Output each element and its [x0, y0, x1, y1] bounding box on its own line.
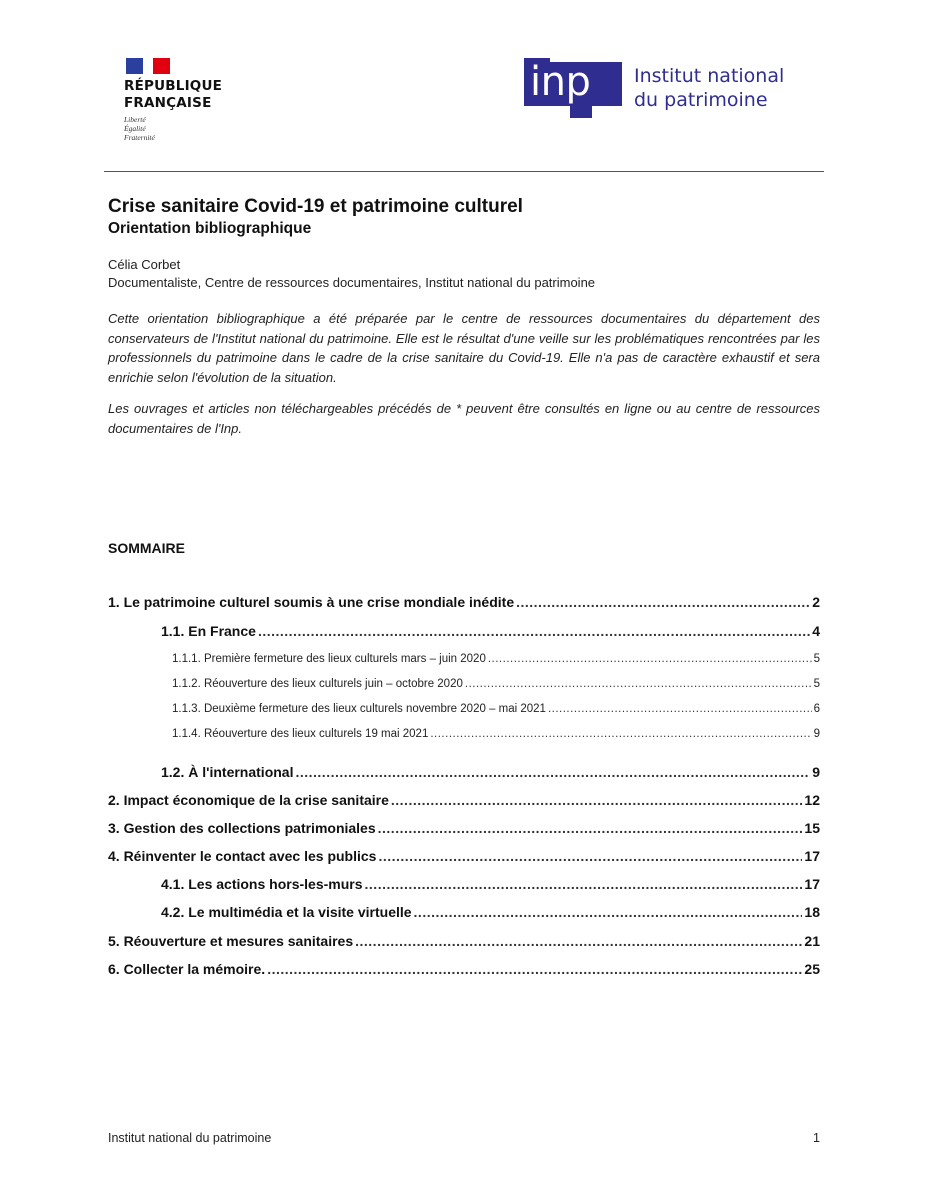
- inp-logo-mark: inp: [524, 58, 622, 110]
- toc-entry[interactable]: 1.1. En France ..... 4: [108, 621, 820, 641]
- republique-name: RÉPUBLIQUE FRANÇAISE: [124, 78, 223, 111]
- inp-logo-name: Institut national du patrimoine: [634, 65, 785, 111]
- republique-motto: Liberté Égalité Fraternité: [124, 115, 155, 142]
- toc-entry[interactable]: 5. Réouverture et mesures sanitaires ..... 21: [108, 931, 820, 951]
- toc-entry[interactable]: 1.2. À l'international ..... 9: [108, 762, 820, 782]
- header-divider: [104, 171, 824, 172]
- document-subtitle: Orientation bibliographique: [108, 220, 312, 237]
- sommaire-heading: SOMMAIRE: [108, 540, 185, 556]
- toc-entry[interactable]: 1.1.1. Première fermeture des lieux culturels mars – juin 2020 ..... 5: [108, 651, 820, 667]
- toc-entry[interactable]: 4.1. Les actions hors-les-murs ..... 17: [108, 874, 820, 894]
- toc-entry[interactable]: 2. Impact économique de la crise sanitaire ..... 12: [108, 790, 820, 810]
- author-affiliation: Documentaliste, Centre de ressources documentaires, Institut national du patrimoine: [108, 275, 596, 290]
- french-flag-icon: [126, 58, 170, 74]
- toc-entry[interactable]: 1.1.4. Réouverture des lieux culturels 19 mai 2021 ..... 9: [108, 726, 820, 742]
- intro-paragraph: Cette orientation bibliographique a été préparée par le centre de ressources documentaires du département des conservateurs de l'Institut national du patrimoine. Elle est le résultat d'une veille sur les problématiques rencontrées par les professionnels du patrimoine dans le cadre de la crise sanitaire du Covid-19. Elle n'a pas de caractère exhaustif et sera enrichie selon l'évolution de la situation.: [108, 311, 820, 385]
- toc-entry[interactable]: 3. Gestion des collections patrimoniales ..... 15: [108, 818, 820, 838]
- footer-page-number: 1: [813, 1131, 820, 1145]
- toc-entry[interactable]: 1.1.3. Deuxième fermeture des lieux culturels novembre 2020 – mai 2021 ..... 6: [108, 701, 820, 717]
- footer-organization: Institut national du patrimoine: [108, 1131, 272, 1145]
- access-note-paragraph: Les ouvrages et articles non téléchargeables précédés de * peuvent être consultés en ligne ou au centre de ressources documentaires de l'Inp.: [108, 401, 820, 436]
- author-name: Célia Corbet: [108, 257, 181, 272]
- toc-entry[interactable]: 1. Le patrimoine culturel soumis à une crise mondiale inédite ..... 2: [108, 592, 820, 612]
- inp-logo: [524, 58, 814, 122]
- republique-francaise-logo: [124, 58, 244, 142]
- toc-entry[interactable]: 6. Collecter la mémoire. ..... 25: [108, 959, 820, 979]
- document-title: Crise sanitaire Covid-19 et patrimoine culturel: [108, 196, 523, 217]
- toc-entry[interactable]: 1.1.2. Réouverture des lieux culturels juin – octobre 2020 ..... 5: [108, 676, 820, 692]
- toc-entry[interactable]: 4. Réinventer le contact avec les publics ..... 17: [108, 846, 820, 866]
- toc-entry[interactable]: 4.2. Le multimédia et la visite virtuelle ..... 18: [108, 902, 820, 922]
